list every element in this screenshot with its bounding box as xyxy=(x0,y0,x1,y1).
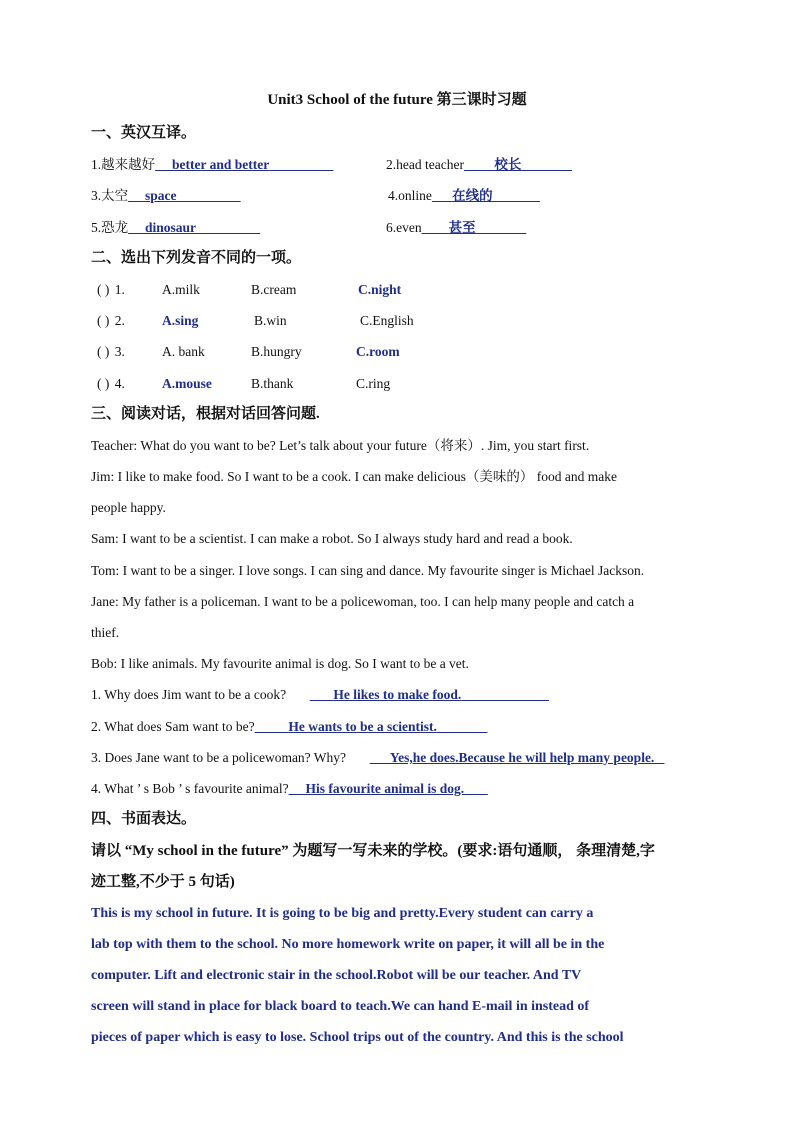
dialogue-line: people happy. xyxy=(91,500,166,515)
section3-heading: 三、阅读对话，根据对话回答问题. xyxy=(91,406,320,422)
question-text: 1. Why does Jim want to be a cook? xyxy=(91,687,287,702)
writing-prompt-line-2: 迹工整,不少于 5 句话) xyxy=(91,874,235,890)
question-number: 3. xyxy=(114,344,125,359)
vocab-answer: dinosaur xyxy=(145,220,197,235)
section2-heading: 二、选出下列发音不同的一项。 xyxy=(91,250,302,266)
essay-line: screen will stand in place for black board to teach.We can hand E-mail in instead of xyxy=(91,999,590,1014)
question-number: 1. xyxy=(114,282,125,297)
question-answer: His favourite animal is dog. xyxy=(305,781,465,796)
option-c: C.English xyxy=(360,313,414,328)
dialogue-line: Teacher: What do you want to be? Let’s talk about your future（将来）. Jim, you start first. xyxy=(91,438,590,453)
vocab-item-1 xyxy=(91,156,333,174)
question-answer: He likes to make food. xyxy=(333,687,462,702)
essay-line: pieces of paper which is easy to lose. School trips out of the country. And this is the school xyxy=(91,1030,624,1045)
dialogue-line: thief. xyxy=(91,625,120,640)
dialogue-line: Jane: My father is a policeman. I want to be a policewoman, too. I can help many people and catch a xyxy=(91,594,635,609)
dialogue-line: Sam: I want to be a scientist. I can make a robot. So I always study hard and read a book. xyxy=(91,531,573,546)
page-title: Unit3 School of the future 第三课时习题 xyxy=(267,92,527,108)
vocab-answer: 校长 xyxy=(494,157,522,172)
option-a: A.milk xyxy=(162,282,200,297)
question-number: 2. xyxy=(114,313,125,328)
question-number: 4. xyxy=(114,376,125,391)
phonics-question-4 xyxy=(97,375,125,393)
question-answer: Yes,he does.Because he will help many people. xyxy=(389,750,655,765)
essay-line: This is my school in future. It is going to be big and pretty.Every student can carry a xyxy=(91,906,594,921)
option-b: B.win xyxy=(254,313,287,328)
answer-paren: ( ) xyxy=(97,344,110,359)
option-a: A.sing xyxy=(162,313,199,328)
vocab-prompt: 3.太空 xyxy=(91,188,129,203)
section4-heading: 四、书面表达。 xyxy=(91,811,197,827)
option-a: A. bank xyxy=(162,344,205,359)
vocab-item-5 xyxy=(91,219,260,237)
reading-question-4 xyxy=(91,780,488,798)
reading-question-1 xyxy=(91,686,549,704)
answer-paren: ( ) xyxy=(97,313,110,328)
section1-heading: 一、英汉互译。 xyxy=(91,125,197,141)
essay-line: lab top with them to the school. No more homework write on paper, it will all be in the xyxy=(91,937,605,952)
vocab-answer: 在线的 xyxy=(452,188,493,203)
option-c: C.ring xyxy=(356,376,391,391)
question-text: 3. Does Jane want to be a policewoman? Why? xyxy=(91,750,347,765)
question-text: 2. What does Sam want to be? xyxy=(91,719,255,734)
vocab-answer: better and better xyxy=(172,157,270,172)
writing-prompt-line-1: 请以 “My school in the future” 为题写一写未来的学校。(要求:语句通顺， 条理清楚,字 xyxy=(91,843,655,859)
phonics-question-1 xyxy=(97,281,125,299)
vocab-item-2 xyxy=(386,156,572,174)
answer-paren: ( ) xyxy=(97,282,110,297)
dialogue-line: Bob: I like animals. My favourite animal is dog. So I want to be a vet. xyxy=(91,656,469,671)
option-b: B.cream xyxy=(251,282,297,297)
option-a: A.mouse xyxy=(162,376,212,391)
vocab-item-6 xyxy=(386,219,526,237)
phonics-question-3 xyxy=(97,343,125,361)
vocab-prompt: 2.head teacher xyxy=(386,157,464,172)
reading-question-3 xyxy=(91,749,664,767)
option-c: C.night xyxy=(358,282,402,297)
option-c: C.room xyxy=(356,344,400,359)
question-answer: He wants to be a scientist. xyxy=(288,719,437,734)
vocab-item-4 xyxy=(388,187,540,205)
vocab-prompt: 4.online xyxy=(388,188,432,203)
vocab-item-3 xyxy=(91,187,241,205)
option-b: B.thank xyxy=(251,376,294,391)
phonics-question-2 xyxy=(97,312,125,330)
essay-line: computer. Lift and electronic stair in the school.Robot will be our teacher. And TV xyxy=(91,968,582,983)
dialogue-line: Jim: I like to make food. So I want to be a cook. I can make delicious（美味的） food and make xyxy=(91,469,617,484)
question-text: 4. What ’ s Bob ’ s favourite animal? xyxy=(91,781,289,796)
vocab-prompt: 6.even xyxy=(386,220,422,235)
vocab-prompt: 1.越来越好 xyxy=(91,157,156,172)
reading-question-2 xyxy=(91,718,487,736)
vocab-prompt: 5.恐龙 xyxy=(91,220,129,235)
dialogue-line: Tom: I want to be a singer. I love songs. I can sing and dance. My favourite singer is Michael Jackson. xyxy=(91,563,645,578)
option-b: B.hungry xyxy=(251,344,302,359)
vocab-answer: space xyxy=(145,188,177,203)
vocab-answer: 甚至 xyxy=(448,220,476,235)
answer-paren: ( ) xyxy=(97,376,110,391)
